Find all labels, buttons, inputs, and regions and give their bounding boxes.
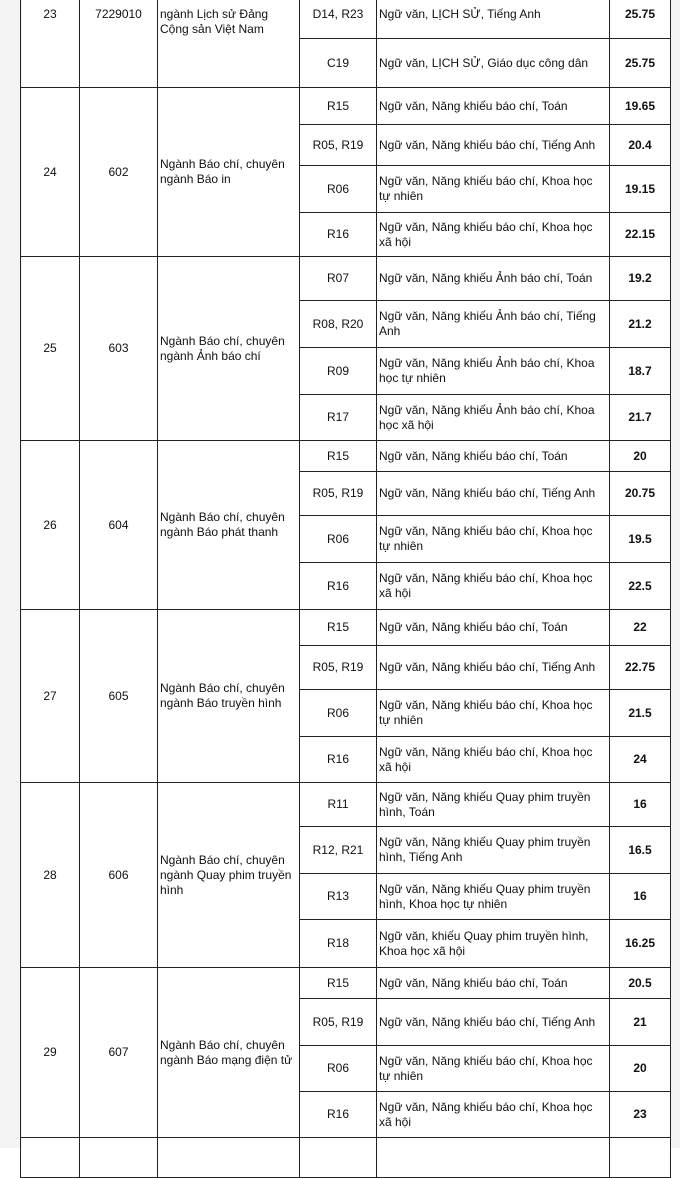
subjects-cell: Ngữ văn, Năng khiếu báo chí, Tiếng Anh: [377, 999, 610, 1046]
combo-cell: R15: [300, 441, 377, 472]
empty-cell: [300, 1138, 377, 1178]
stt-cell: 27: [21, 610, 80, 783]
combo-cell: R16: [300, 563, 377, 610]
combo-cell: R11: [300, 783, 377, 827]
combo-cell: R05, R19: [300, 999, 377, 1046]
empty-cell: [80, 1138, 158, 1178]
combo-cell: R16: [300, 213, 377, 257]
major-name-cell: Ngành Báo chí, chuyên ngành Báo mạng điện tử: [158, 968, 300, 1138]
combo-cell: R06: [300, 1046, 377, 1092]
score-cell: 20.75: [610, 472, 671, 516]
table-row: [21, 610, 671, 646]
major-name-cell: Ngành Báo chí, chuyên ngành Ảnh báo chí: [158, 257, 300, 441]
major-name-cell: [158, 0, 300, 88]
subjects-cell: Ngữ văn, Năng khiếu báo chí, Khoa học xã hội: [377, 563, 610, 610]
major-code-cell: 605: [80, 610, 158, 783]
table-row: [21, 257, 671, 301]
page-left-margin: [0, 0, 22, 1148]
subjects-cell: Ngữ văn, Năng khiếu báo chí, Khoa học tự nhiên: [377, 166, 610, 213]
subjects-cell: Ngữ văn, Năng khiếu báo chí, Tiếng Anh: [377, 646, 610, 690]
combo-cell: R08, R20: [300, 301, 377, 348]
subjects-cell: Ngữ văn, Năng khiếu Ảnh báo chí, Tiếng Anh: [377, 301, 610, 348]
score-cell: 21.5: [610, 690, 671, 737]
major-name: ngành Lịch sử Đảng Cộng sản Việt Nam: [160, 7, 269, 36]
combo-cell: R12, R21: [300, 827, 377, 874]
subjects-cell: Ngữ văn, Năng khiếu Quay phim truyền hình, Tiếng Anh: [377, 827, 610, 874]
score-cell: 23: [610, 1092, 671, 1138]
score-cell: 24: [610, 737, 671, 783]
subjects-cell: Ngữ văn, Năng khiếu báo chí, Khoa học xã hội: [377, 213, 610, 257]
empty-cell: [158, 1138, 300, 1178]
major-code-cell: 607: [80, 968, 158, 1138]
combo-cell: R09: [300, 348, 377, 395]
combo-cell: R16: [300, 737, 377, 783]
subjects-cell: Ngữ văn, Năng khiếu báo chí, Khoa học tự nhiên: [377, 516, 610, 563]
major-name-cell: Ngành Báo chí, chuyên ngành Quay phim truyền hình: [158, 783, 300, 968]
subjects-cell: Ngữ văn, Năng khiếu báo chí, Khoa học tự nhiên: [377, 690, 610, 737]
score-cell: 16.25: [610, 920, 671, 968]
score-cell: 25.75: [610, 0, 671, 39]
stt-cell: 28: [21, 783, 80, 968]
major-name-cell: Ngành Báo chí, chuyên ngành Báo in: [158, 88, 300, 257]
score-cell: 22.75: [610, 646, 671, 690]
score-cell: 25.75: [610, 39, 671, 88]
combo-cell: R06: [300, 516, 377, 563]
combo-cell: R06: [300, 166, 377, 213]
score-cell: 20.4: [610, 125, 671, 166]
combo-cell: R05, R19: [300, 125, 377, 166]
stt-cell: 26: [21, 441, 80, 610]
subjects-cell: Ngữ văn, Năng khiếu báo chí, Khoa học xã hội: [377, 1092, 610, 1138]
stt-cell: 23: [21, 0, 80, 88]
table-row: [21, 0, 671, 39]
combo-cell: R13: [300, 874, 377, 920]
subjects-cell: Ngữ văn, Năng khiếu báo chí, Khoa học xã hội: [377, 737, 610, 783]
subjects-cell: Ngữ văn, LỊCH SỬ, Giáo dục công dân: [377, 39, 610, 88]
combo-cell: R17: [300, 395, 377, 441]
score-cell: 21: [610, 999, 671, 1046]
combo-cell: R06: [300, 690, 377, 737]
major-code-cell: 602: [80, 88, 158, 257]
empty-cell: [21, 1138, 80, 1178]
score-cell: 22.15: [610, 213, 671, 257]
subjects-cell: Ngữ văn, LỊCH SỬ, Tiếng Anh: [377, 0, 610, 39]
stt-cell: 29: [21, 968, 80, 1138]
score-cell: 20.5: [610, 968, 671, 999]
combo-cell: R05, R19: [300, 646, 377, 690]
combo-cell: C19: [300, 39, 377, 88]
table-row-partial: [21, 1138, 671, 1178]
table-row: [21, 783, 671, 827]
score-cell: 16: [610, 783, 671, 827]
empty-cell: [610, 1138, 671, 1178]
score-cell: 19.65: [610, 88, 671, 125]
score-cell: 20: [610, 1046, 671, 1092]
table-row: [21, 88, 671, 125]
empty-cell: [377, 1138, 610, 1178]
subjects-cell: Ngữ văn, Năng khiếu báo chí, Toán: [377, 968, 610, 999]
subjects-cell: Ngữ văn, Năng khiếu báo chí, Toán: [377, 441, 610, 472]
combo-cell: R15: [300, 610, 377, 646]
subjects-cell: Ngữ văn, Năng khiếu báo chí, Tiếng Anh: [377, 125, 610, 166]
table-row: [21, 441, 671, 472]
score-cell: 16: [610, 874, 671, 920]
combo-cell: R15: [300, 88, 377, 125]
stt-cell: 24: [21, 88, 80, 257]
major-name-cell: Ngành Báo chí, chuyên ngành Báo phát thanh: [158, 441, 300, 610]
subjects-cell: Ngữ văn, Năng khiếu Ảnh báo chí, Khoa học xã hội: [377, 395, 610, 441]
subjects-cell: Ngữ văn, Năng khiếu báo chí, Toán: [377, 88, 610, 125]
subjects-cell: Ngữ văn, Năng khiếu Quay phim truyền hình, Khoa học tự nhiên: [377, 874, 610, 920]
score-cell: 19.2: [610, 257, 671, 301]
subjects-cell: Ngữ văn, khiếu Quay phim truyền hình, Khoa học xã hội: [377, 920, 610, 968]
subjects-cell: Ngữ văn, Năng khiếu báo chí, Tiếng Anh: [377, 472, 610, 516]
combo-cell: R15: [300, 968, 377, 999]
major-name-cell: Ngành Báo chí, chuyên ngành Báo truyền hình: [158, 610, 300, 783]
subjects-cell: Ngữ văn, Năng khiếu Ảnh báo chí, Toán: [377, 257, 610, 301]
subjects-cell: Ngữ văn, Năng khiếu Quay phim truyền hình, Toán: [377, 783, 610, 827]
subjects-cell: Ngữ văn, Năng khiếu Ảnh báo chí, Khoa học tự nhiên: [377, 348, 610, 395]
combo-cell: R07: [300, 257, 377, 301]
admission-score-table: [20, 0, 671, 1178]
combo-cell: R05, R19: [300, 472, 377, 516]
score-cell: 18.7: [610, 348, 671, 395]
subjects-cell: Ngữ văn, Năng khiếu báo chí, Khoa học tự nhiên: [377, 1046, 610, 1092]
subjects-cell: Ngữ văn, Năng khiếu báo chí, Toán: [377, 610, 610, 646]
score-cell: 20: [610, 441, 671, 472]
score-cell: 19.5: [610, 516, 671, 563]
score-cell: 21.2: [610, 301, 671, 348]
score-cell: 19.15: [610, 166, 671, 213]
table-body: [21, 0, 671, 1178]
stt-cell: 25: [21, 257, 80, 441]
major-code-cell: 606: [80, 783, 158, 968]
table-row: [21, 968, 671, 999]
score-cell: 21.7: [610, 395, 671, 441]
major-code-cell: 603: [80, 257, 158, 441]
combo-cell: R16: [300, 1092, 377, 1138]
page-right-margin: [670, 0, 680, 1148]
major-code-cell: 604: [80, 441, 158, 610]
score-cell: 16.5: [610, 827, 671, 874]
score-cell: 22.5: [610, 563, 671, 610]
combo-cell: R18: [300, 920, 377, 968]
major-code-cell: 7229010: [80, 0, 158, 88]
combo-cell: D14, R23: [300, 0, 377, 39]
score-cell: 22: [610, 610, 671, 646]
